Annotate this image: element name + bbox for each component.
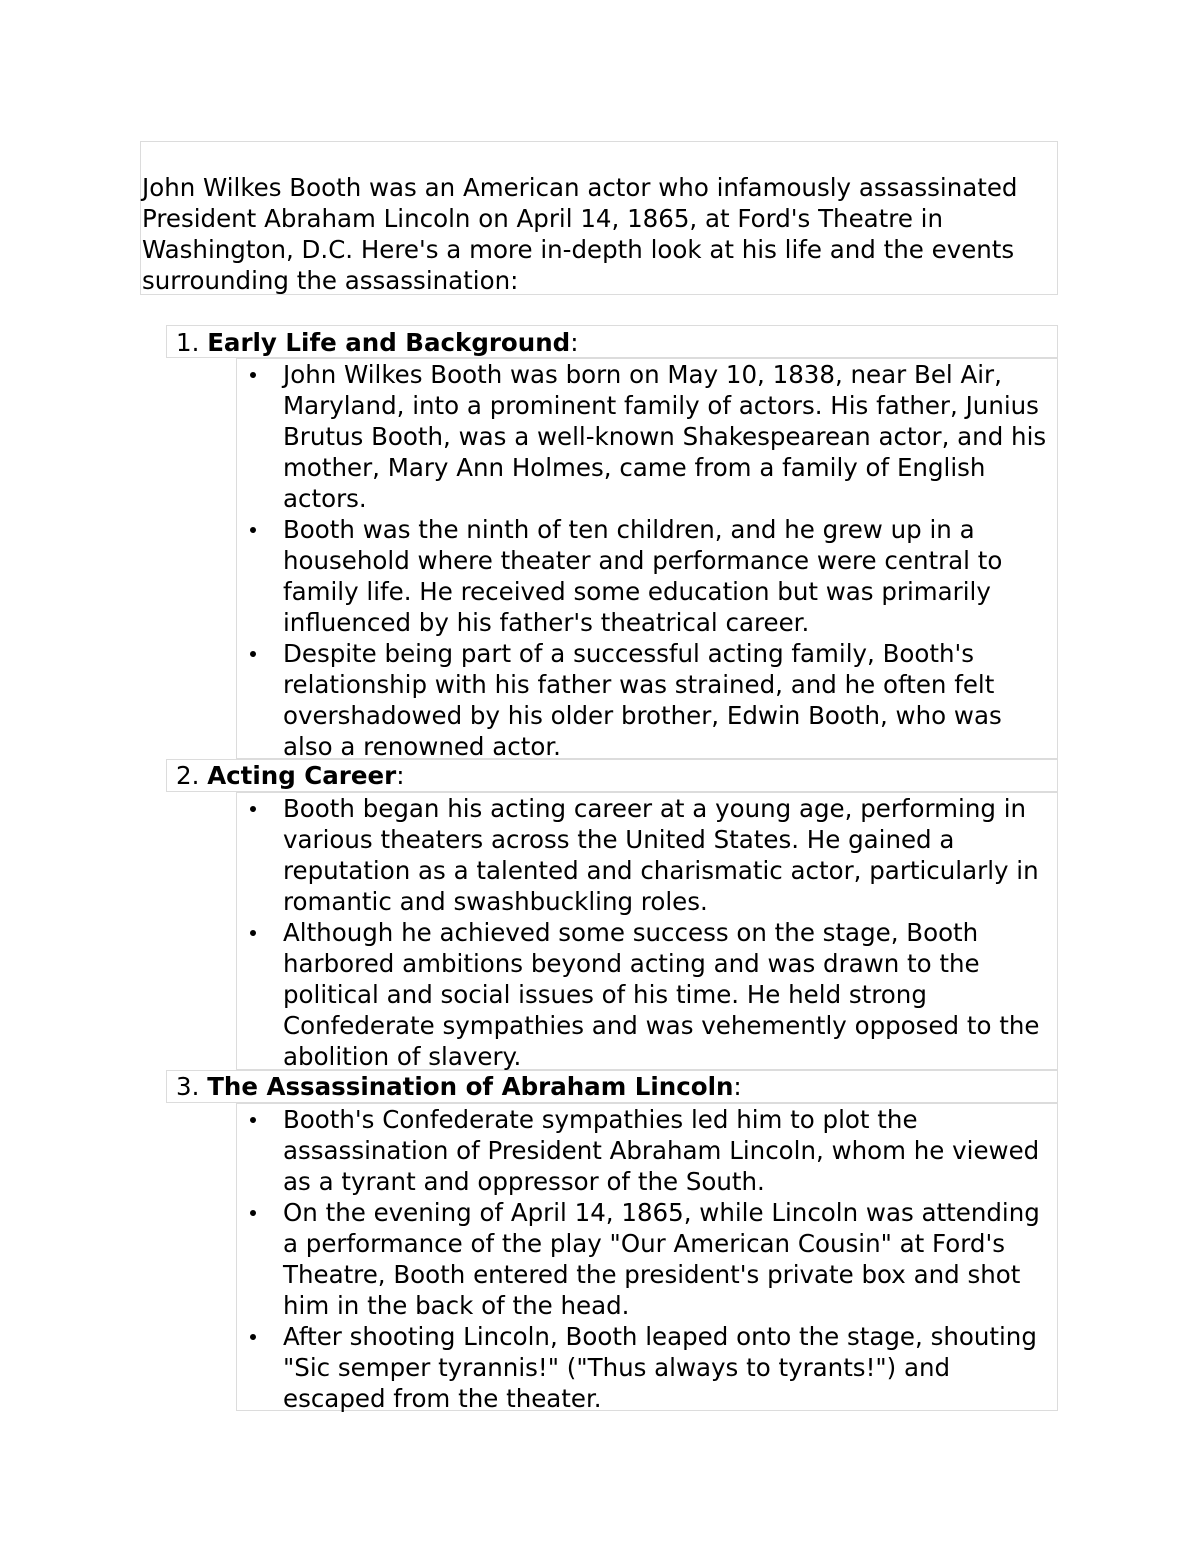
bullet-text: On the evening of April 14, 1865, while Lincoln was attending a performance of the play "Our American Cousin" at Ford's Theatre, Booth entered the president's private box and shot him in the back of the head.: [283, 1198, 1040, 1320]
section-2-bullet-list: [244, 793, 1058, 1072]
bullet-icon: [250, 1210, 256, 1216]
section-3-bullet-list: [244, 1104, 1058, 1414]
list-item: [244, 1321, 1058, 1414]
section-2-number: 2.: [176, 761, 200, 790]
bullet-text: Despite being part of a successful acting family, Booth's relationship with his father was strained, and he often felt overshadowed by his older brother, Edwin Booth, who was also a renowned actor.: [283, 639, 1002, 761]
section-1-number: 1.: [176, 328, 200, 357]
section-3-number: 3.: [176, 1072, 200, 1101]
list-item: [244, 917, 1058, 1072]
section-2-heading: [176, 760, 404, 791]
bullet-icon: [250, 1117, 256, 1123]
bullet-text: Booth's Confederate sympathies led him to plot the assassination of President Abraham Lincoln, whom he viewed as a tyrant and oppressor of the South.: [283, 1105, 1040, 1196]
section-1-title: Early Life and Background: [207, 328, 571, 357]
list-item: [244, 793, 1058, 917]
bullet-icon: [250, 372, 256, 378]
bullet-icon: [250, 527, 256, 533]
bullet-icon: [250, 1334, 256, 1340]
section-2-suffix: :: [396, 761, 405, 790]
section-3-title: The Assassination of Abraham Lincoln: [207, 1072, 734, 1101]
section-3-heading: [176, 1071, 742, 1102]
bullet-text: Booth was the ninth of ten children, and he grew up in a household where theater and performance were central to family life. He received some education but was primarily influenced by his father's theatrical career.: [283, 515, 1003, 637]
intro-paragraph: John Wilkes Booth was an American actor who infamously assassinated President Abraham Lincoln on April 14, 1865, at Ford's Theatre in Washington, D.C. Here's a more in-depth look at his life and the events surrounding the assassination:: [142, 173, 1018, 295]
bullet-text: Booth began his acting career at a young age, performing in various theaters across the United States. He gained a reputation as a talented and charismatic actor, particularly in romantic and swashbuckling roles.: [283, 794, 1039, 916]
section-2-title: Acting Career: [207, 761, 397, 790]
bullet-text: John Wilkes Booth was born on May 10, 1838, near Bel Air, Maryland, into a prominent family of actors. His father, Junius Brutus Booth, was a well-known Shakespearean actor, and his mother, Mary Ann Holmes, came from a family of English actors.: [283, 360, 1047, 513]
section-1-suffix: :: [570, 328, 579, 357]
section-3-suffix: :: [733, 1072, 742, 1101]
section-1-bullet-list: [244, 359, 1058, 762]
section-1-heading: [176, 327, 578, 358]
bullet-icon: [250, 930, 256, 936]
bullet-icon: [250, 806, 256, 812]
list-item: [244, 1104, 1058, 1197]
bullet-text: Although he achieved some success on the stage, Booth harbored ambitions beyond acting and was drawn to the political and social issues of his time. He held strong Confederate sympathies and was vehemently opposed to the abolition of slavery.: [283, 918, 1040, 1071]
bullet-icon: [250, 651, 256, 657]
list-item: [244, 1197, 1058, 1321]
bullet-text: After shooting Lincoln, Booth leaped onto the stage, shouting "Sic semper tyrannis!" ("Thus always to tyrants!") and escaped from the theater.: [283, 1322, 1037, 1413]
list-item: [244, 359, 1058, 514]
list-item: [244, 514, 1058, 638]
list-item: [244, 638, 1058, 762]
